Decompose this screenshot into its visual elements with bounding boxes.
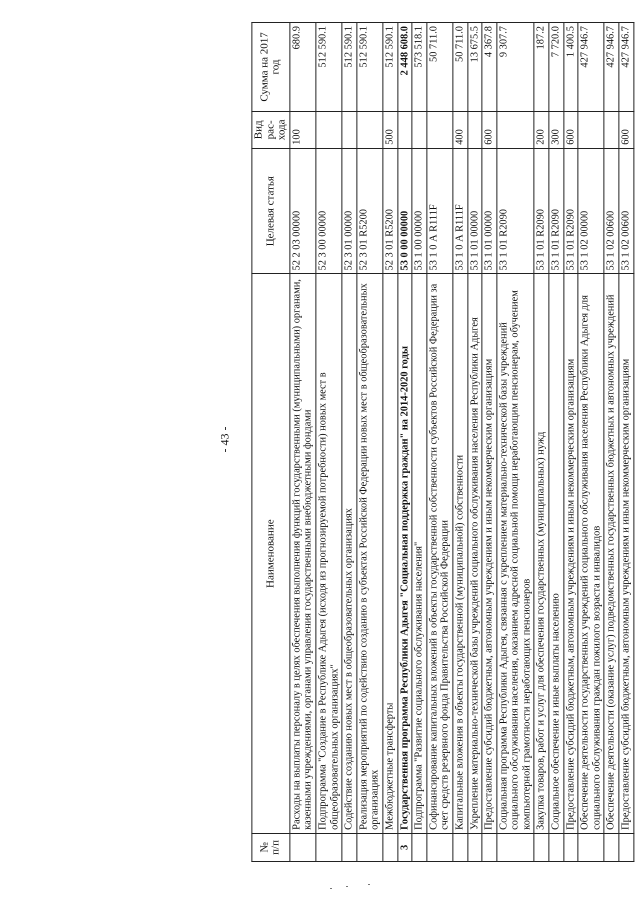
table-row [453,23,468,862]
row-expense-type [467,111,482,148]
row-sum: 9 307.7 [497,23,535,112]
page-number: - 43 - [217,426,232,453]
row-name: Подпрограмма "Развитие социального обслуживания населения" [412,274,427,833]
row-sum: 512 590.1 [316,23,342,112]
row-number [564,833,579,861]
table-row [549,23,564,862]
row-name: Закупка товаров, работ и услуг для обеспечения государственных (муниципальных) нужд [534,274,549,833]
table-row [497,23,535,862]
row-sum: 1 400.5 [564,23,579,112]
table-row [467,23,482,862]
row-expense-type [342,111,357,148]
table-row [412,23,427,862]
table-row [397,23,412,862]
row-expense-type: 600 [619,111,634,148]
row-target-code: 52 3 01 00000 [342,148,357,274]
row-name: Социальное обеспечение и иные выплаты населению [549,274,564,833]
table-row [357,23,383,862]
row-number [578,833,604,861]
row-sum: 427 946.7 [619,23,634,112]
row-target-code: 53 1 02 00600 [604,148,619,274]
row-expense-type [412,111,427,148]
row-sum: 50 711.0 [453,23,468,112]
row-name: Укрепление материально-технической базы учреждений социального обслуживания населения Республики Адыгея [467,274,482,833]
row-number [290,833,316,861]
row-name: Социальная программа Республики Адыгея, связанная с укреплением материально-технической базы учреждений социального обслуживания населения, оказанием адресной социальной помощи неработающим пенсионерам, обучением компьютерной грамотности неработающих пенсионеров [497,274,535,833]
row-sum: 573 518.1 [412,23,427,112]
row-expense-type [427,111,453,148]
row-target-code: 52 2 03 00000 [290,148,316,274]
row-name: Содействие созданию новых мест в общеобразовательных организациях [342,274,357,833]
row-name: Софинансирование капитальных вложений в объекты государственной собственности субъектов Российской Федерации за счет средств резервного фонда Правительства Российской Федерации [427,274,453,833]
row-sum: 680.9 [290,23,316,112]
row-target-code: 53 1 01 R2090 [564,148,579,274]
row-sum: 512 590.1 [383,23,398,112]
row-expense-type: 600 [564,111,579,148]
row-sum: 512 590.1 [342,23,357,112]
scan-speck [346,886,348,887]
row-name: Капитальные вложения в объекты государственной (муниципальной) собственности [453,274,468,833]
table-row [316,23,342,862]
row-expense-type [357,111,383,148]
row-target-code: 52 3 01 R5200 [357,148,383,274]
row-sum: 13 675.5 [467,23,482,112]
row-name: Государственная программа Республики Адыгея "Социальная поддержка граждан" на 2014-2020 годы [397,274,412,833]
row-target-code: 53 1 01 R2090 [497,148,535,274]
row-number [482,833,497,861]
header-num: № п/п [252,833,290,861]
row-expense-type: 500 [383,111,398,148]
table-row [604,23,619,862]
row-sum: 187.2 [534,23,549,112]
table-header-row [252,23,290,862]
row-expense-type: 400 [453,111,468,148]
row-number [453,833,468,861]
row-number [412,833,427,861]
row-name: Расходы на выплаты персоналу в целях обеспечения выполнения функций государственными (муниципальными) органами, казенными учреждениями, органами управления государственными внебюджетными фондами [290,274,316,833]
row-expense-type [578,111,604,148]
scan-speck [330,888,332,889]
row-name: Обеспечение деятельности государственных учреждений социального обслуживания населения Республики Адыгея для социального обслуживания граждан пожилого возраста и инвалидов [578,274,604,833]
row-name: Предоставление субсидий бюджетным, автономным учреждениям и иным некоммерческим организациям [482,274,497,833]
row-expense-type: 600 [482,111,497,148]
rotated-page-content [44,22,634,862]
budget-table [251,22,634,862]
row-target-code: 53 1 01 R2090 [549,148,564,274]
row-name: Обеспечение деятельности (оказание услуг) подведомственных государственных бюджетных и автономных учреждений [604,274,619,833]
row-number [604,833,619,861]
header-expense-type: Вид рас-хода [252,111,290,148]
table-row [290,23,316,862]
row-number [534,833,549,861]
row-number [342,833,357,861]
row-sum: 7 720.0 [549,23,564,112]
row-target-code: 53 1 0 А R111F [427,148,453,274]
row-sum: 4 367.8 [482,23,497,112]
row-expense-type [316,111,342,148]
table-row [564,23,579,862]
row-target-code: 53 1 01 00000 [482,148,497,274]
row-target-code: 53 1 01 00000 [467,148,482,274]
row-name: Реализация мероприятий по содействию созданию в субъектах Российской Федерации новых мест в общеобразовательных организациях [357,274,383,833]
row-number [619,833,634,861]
row-expense-type [397,111,412,148]
row-expense-type: 300 [549,111,564,148]
table-row [578,23,604,862]
row-number [549,833,564,861]
row-number [383,833,398,861]
row-number [467,833,482,861]
row-name: Предоставление субсидий бюджетным, автономным учреждениям и иным некоммерческим организациям [564,274,579,833]
row-target-code: 53 0 00 00000 [397,148,412,274]
row-number: 3 [397,833,412,861]
row-expense-type: 200 [534,111,549,148]
row-expense-type [604,111,619,148]
row-sum: 427 946.7 [604,23,619,112]
header-sum: Сумма на 2017 год [252,23,290,112]
row-target-code: 53 1 02 00000 [578,148,604,274]
row-sum: 2 448 608.0 [397,23,412,112]
row-target-code: 52 3 01 R5200 [383,148,398,274]
table-row [342,23,357,862]
row-name: Предоставление субсидий бюджетным, автономным учреждениям и иным некоммерческим организациям [619,274,634,833]
table-body [290,23,634,862]
row-number [497,833,535,861]
row-sum: 50 711.0 [427,23,453,112]
row-sum: 512 590.1 [357,23,383,112]
scan-speck [368,884,370,885]
table-row [534,23,549,862]
row-sum: 427 946.7 [578,23,604,112]
row-expense-type [497,111,535,148]
row-target-code: 53 1 02 00600 [619,148,634,274]
table-row [427,23,453,862]
row-target-code: 52 3 00 00000 [316,148,342,274]
row-number [357,833,383,861]
table-row [383,23,398,862]
header-code: Целевая статья [252,148,290,274]
table-row [619,23,634,862]
row-target-code: 53 1 00 00000 [412,148,427,274]
table-row [482,23,497,862]
row-name: Подпрограмма "Создание в Республике Адыгея (исходя из прогнозируемой потребности) новых мест в общеобразовательных организациях" [316,274,342,833]
row-number [316,833,342,861]
row-expense-type: 100 [290,111,316,148]
header-name: Наименование [252,274,290,833]
row-target-code: 53 1 01 R2090 [534,148,549,274]
row-number [427,833,453,861]
row-target-code: 53 1 0 А R111F [453,148,468,274]
row-name: Межбюджетные трансферты [383,274,398,833]
